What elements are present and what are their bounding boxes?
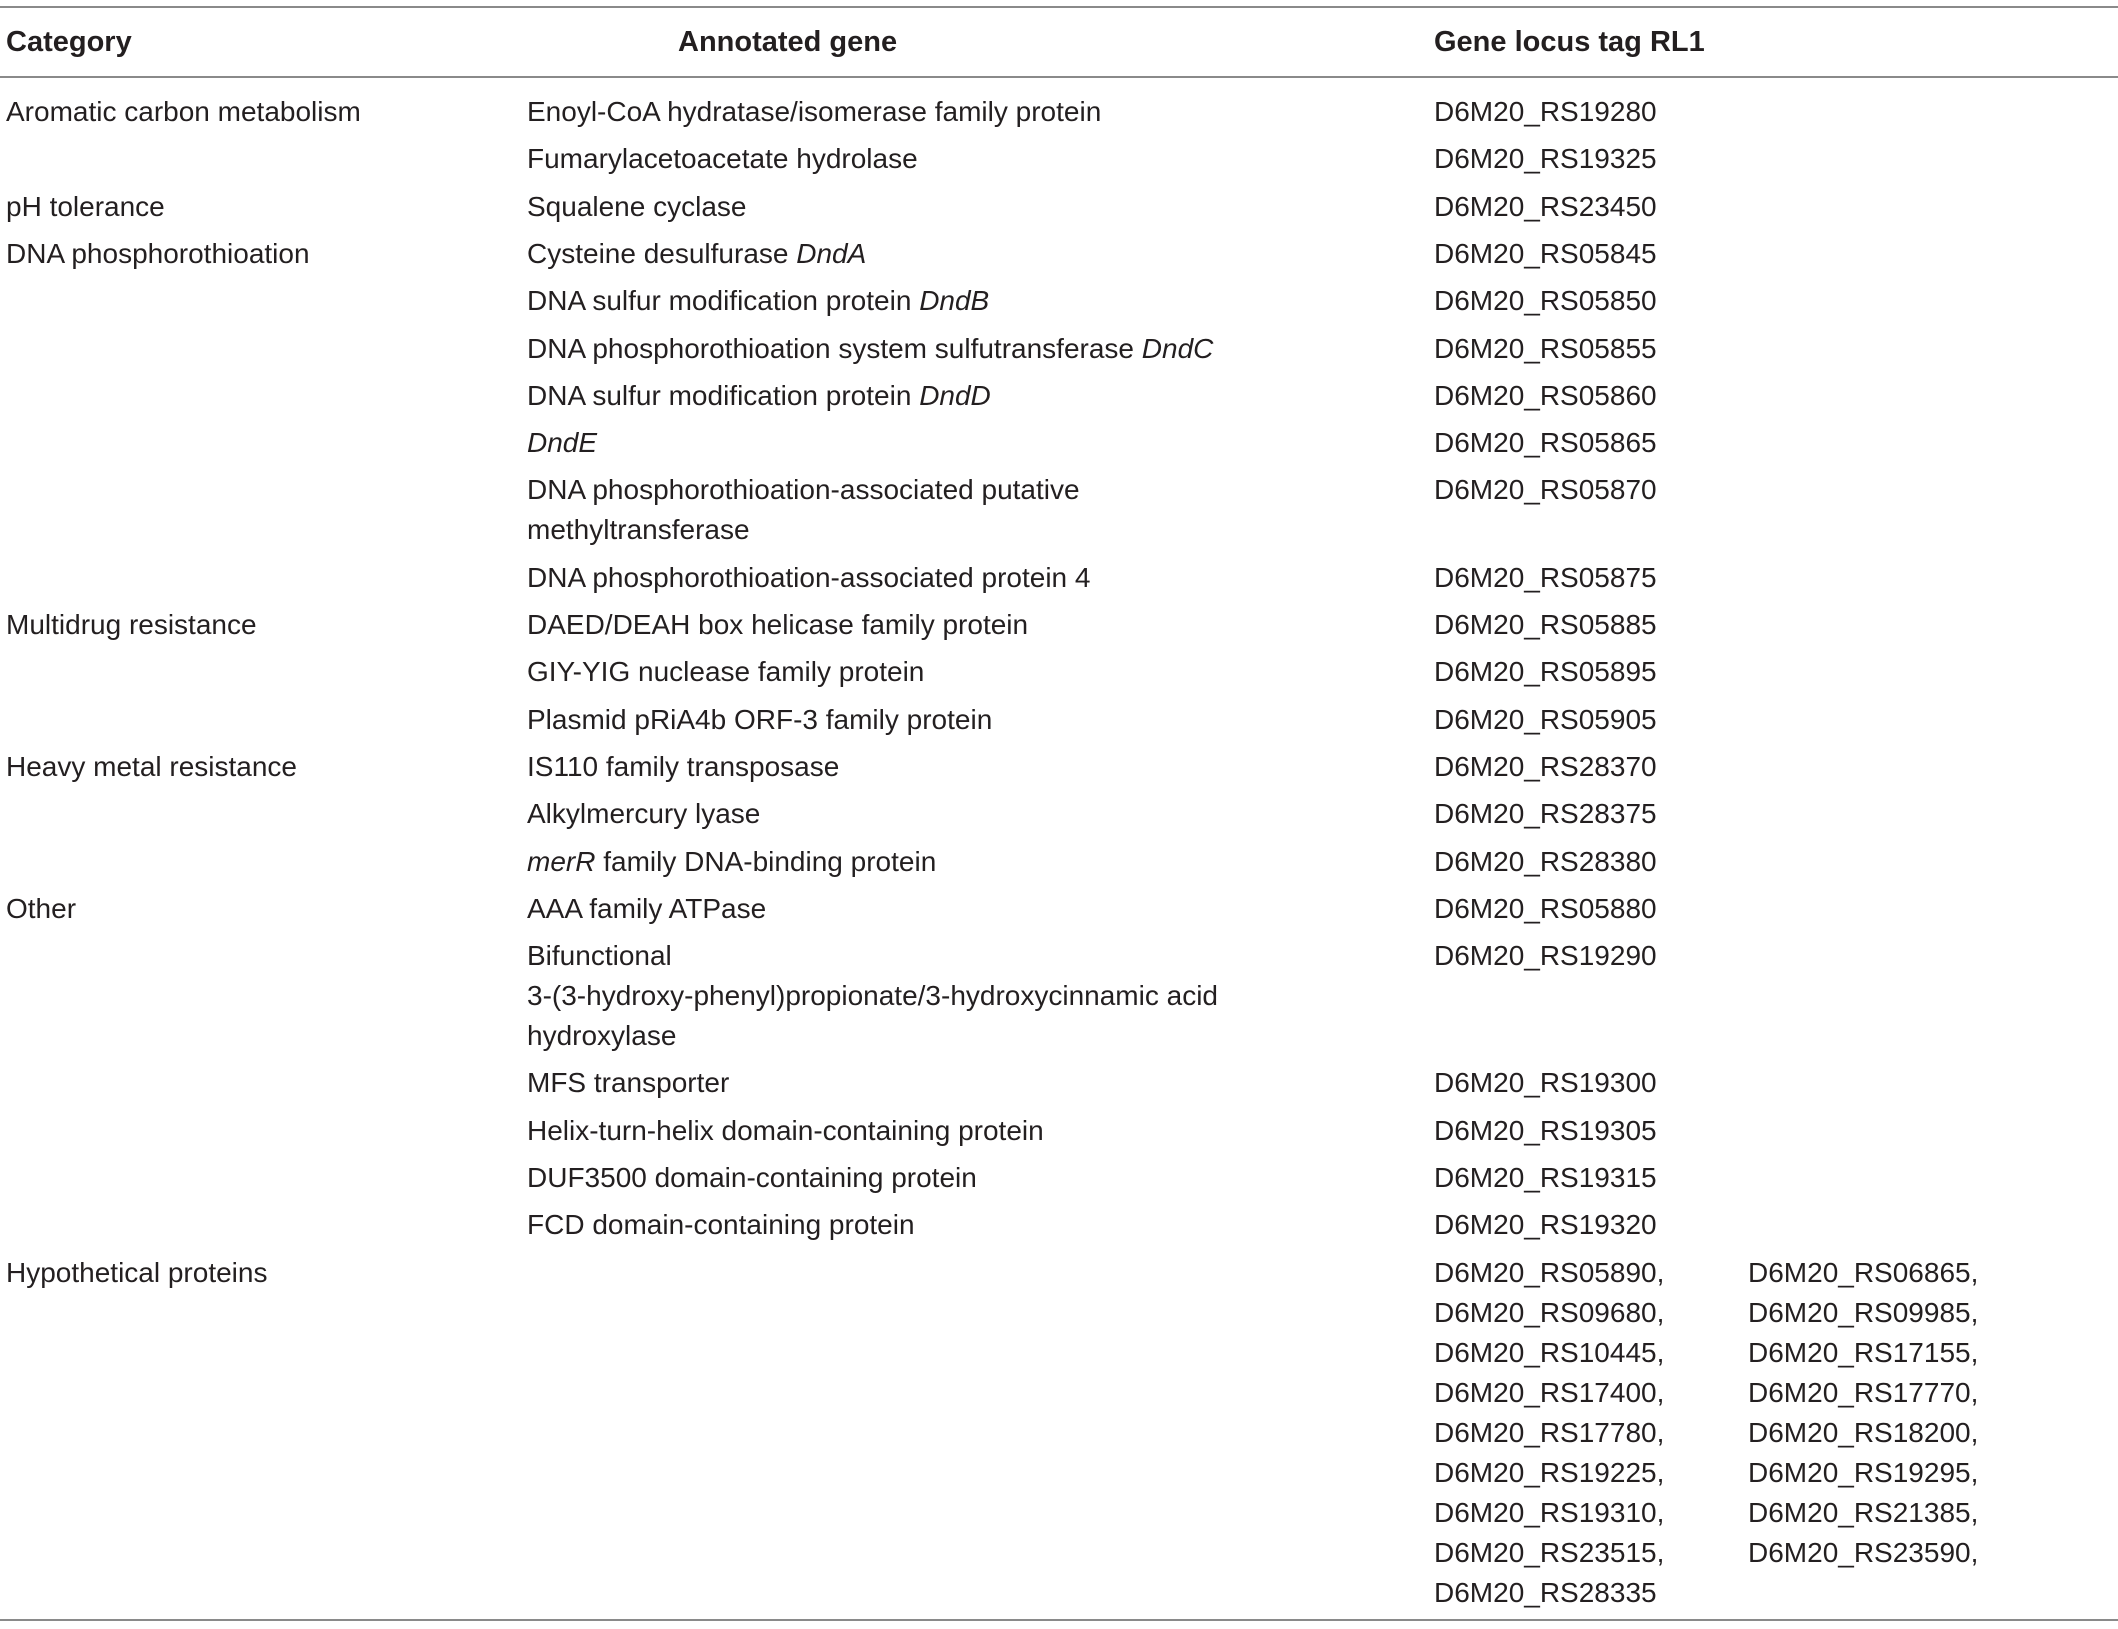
gene-line: Squalene cyclase: [527, 190, 747, 222]
annotated-gene-cell: [527, 139, 918, 179]
category-cell: Other: [6, 892, 77, 924]
annotated-gene-cell: [527, 1063, 729, 1103]
locus-tag-cell: D6M20_RS19315: [1434, 1162, 1657, 1193]
locus-tag: D6M20_RS09985,: [1748, 1296, 1979, 1328]
locus-tag: D6M20_RS23590,: [1748, 1536, 1979, 1568]
annotated-gene-cell: [527, 1205, 915, 1245]
gene-symbol: DndC: [1141, 332, 1214, 364]
gene-line: Bifunctional: [527, 940, 672, 972]
locus-tag-list-1: [1434, 1253, 1664, 1613]
header-locus-tag: Gene locus tag RL1: [1434, 26, 1705, 58]
annotated-gene-cell: [527, 936, 1218, 1056]
gene-line: DAED/DEAH box helicase family protein: [527, 609, 1029, 640]
gene-line: DUF3500 domain-containing protein: [527, 1162, 977, 1193]
locus-tag-cell: D6M20_RS28370: [1434, 750, 1657, 782]
locus-tag: D6M20_RS21385,: [1748, 1496, 1979, 1528]
header-category: Category: [6, 26, 132, 58]
annotated-gene-cell: [527, 652, 924, 692]
annotated-gene-cell: [527, 470, 1080, 550]
locus-tag-cell: D6M20_RS05905: [1434, 703, 1657, 735]
gene-line: Enoyl-CoA hydratase/isomerase family protein: [527, 96, 1102, 127]
gene-symbol: DndD: [919, 379, 991, 411]
annotated-gene-cell: [527, 92, 1101, 132]
gene-line: MFS transporter: [527, 1067, 730, 1099]
gene-line: hydroxylase: [527, 1020, 677, 1052]
gene-symbol: merR: [527, 845, 596, 877]
annotated-gene-cell: [527, 234, 866, 274]
locus-tag: D6M20_RS19225,: [1434, 1456, 1665, 1488]
gene-description: family DNA-binding protein: [595, 845, 937, 877]
locus-tag: D6M20_RS17770,: [1748, 1376, 1979, 1408]
annotated-gene-cell: [527, 1158, 977, 1198]
gene-line: FCD domain-containing protein: [527, 1209, 915, 1241]
locus-tag-cell: D6M20_RS05870: [1434, 474, 1657, 506]
gene-description: DNA sulfur modification protein: [527, 285, 920, 317]
annotated-gene-cell: [527, 376, 991, 416]
header-rule: [0, 76, 2118, 78]
locus-tag: D6M20_RS18200,: [1748, 1416, 1979, 1448]
annotated-gene-cell: [527, 281, 989, 321]
gene-symbol: DndA: [796, 237, 867, 269]
gene-description: DNA phosphorothioation system sulfutransferase: [527, 332, 1142, 364]
locus-tag-cell: D6M20_RS05865: [1434, 427, 1657, 459]
locus-tag: D6M20_RS23515,: [1434, 1536, 1665, 1568]
category-cell: Multidrug resistance: [6, 609, 257, 640]
category-cell: pH tolerance: [6, 190, 165, 222]
locus-tag: D6M20_RS19310,: [1434, 1496, 1665, 1528]
gene-line: GIY-YIG nuclease family protein: [527, 656, 925, 688]
gene-line: AAA family ATPase: [527, 892, 767, 924]
locus-tag-cell: D6M20_RS05885: [1434, 609, 1657, 640]
category-cell: Hypothetical proteins: [6, 1256, 268, 1288]
locus-tag: D6M20_RS28335: [1434, 1576, 1657, 1608]
gene-line: Plasmid pRiA4b ORF-3 family protein: [527, 703, 993, 735]
gene-symbol: DndE: [527, 427, 598, 459]
locus-tag-cell: D6M20_RS28380: [1434, 845, 1657, 877]
category-cell: DNA phosphorothioation: [6, 237, 310, 269]
gene-symbol: DndB: [919, 285, 990, 317]
gene-line: methyltransferase: [527, 514, 750, 546]
category-cell: Aromatic carbon metabolism: [6, 96, 361, 127]
header-annotated-gene: Annotated gene: [678, 26, 898, 58]
annotated-gene-cell: [527, 605, 1028, 645]
annotated-gene-cell: [527, 558, 1090, 598]
gene-line: 3-(3-hydroxy-phenyl)propionate/3-hydroxycinnamic acid: [527, 980, 1218, 1012]
annotated-gene-cell: [527, 1111, 1044, 1151]
gene-line: Alkylmercury lyase: [527, 798, 761, 830]
annotated-gene-cell: [527, 889, 766, 929]
locus-tag-cell: D6M20_RS19305: [1434, 1114, 1657, 1146]
gene-line: IS110 family transposase: [527, 750, 840, 782]
locus-tag-cell: D6M20_RS05880: [1434, 892, 1657, 924]
annotated-gene-cell: [527, 700, 992, 740]
annotated-gene-cell: [527, 747, 839, 787]
gene-line: Fumarylacetoacetate hydrolase: [527, 143, 918, 175]
locus-tag: D6M20_RS06865,: [1748, 1256, 1979, 1288]
annotated-gene-cell: [527, 329, 1213, 369]
locus-tag-cell: D6M20_RS19320: [1434, 1209, 1657, 1241]
annotated-gene-cell: [527, 842, 936, 882]
locus-tag: D6M20_RS17780,: [1434, 1416, 1665, 1448]
locus-tag-cell: D6M20_RS23450: [1434, 190, 1657, 222]
locus-tag-cell: D6M20_RS28375: [1434, 798, 1657, 830]
locus-tag-cell: D6M20_RS05875: [1434, 561, 1657, 593]
locus-tag-cell: D6M20_RS05855: [1434, 332, 1657, 364]
annotated-gene-cell: [527, 794, 760, 834]
annotated-gene-cell: [527, 423, 597, 463]
top-rule: [0, 6, 2118, 8]
annotated-gene-cell: [527, 187, 746, 227]
locus-tag: D6M20_RS05890,: [1434, 1256, 1665, 1288]
locus-tag-cell: D6M20_RS19300: [1434, 1067, 1657, 1099]
gene-description: Cysteine desulfurase: [527, 237, 797, 269]
locus-tag-cell: D6M20_RS05850: [1434, 285, 1657, 317]
locus-tag: D6M20_RS17155,: [1748, 1336, 1979, 1368]
locus-tag: D6M20_RS10445,: [1434, 1336, 1665, 1368]
gene-line: DNA phosphorothioation-associated putative: [527, 474, 1080, 506]
category-cell: Heavy metal resistance: [6, 750, 298, 782]
locus-tag-cell: D6M20_RS05845: [1434, 237, 1657, 269]
locus-tag: D6M20_RS09680,: [1434, 1296, 1665, 1328]
gene-line: Helix-turn-helix domain-containing protein: [527, 1114, 1044, 1146]
bottom-rule: [0, 1619, 2118, 1621]
locus-tag-list-2: [1748, 1253, 1978, 1573]
locus-tag-cell: D6M20_RS19290: [1434, 940, 1657, 972]
locus-tag-cell: D6M20_RS05860: [1434, 379, 1657, 411]
locus-tag-cell: D6M20_RS19325: [1434, 143, 1657, 175]
locus-tag: D6M20_RS19295,: [1748, 1456, 1979, 1488]
locus-tag-cell: D6M20_RS19280: [1434, 96, 1657, 127]
locus-tag: D6M20_RS17400,: [1434, 1376, 1665, 1408]
locus-tag-cell: D6M20_RS05895: [1434, 656, 1657, 688]
gene-description: DNA sulfur modification protein: [527, 379, 920, 411]
gene-line: DNA phosphorothioation-associated protein 4: [527, 561, 1091, 593]
